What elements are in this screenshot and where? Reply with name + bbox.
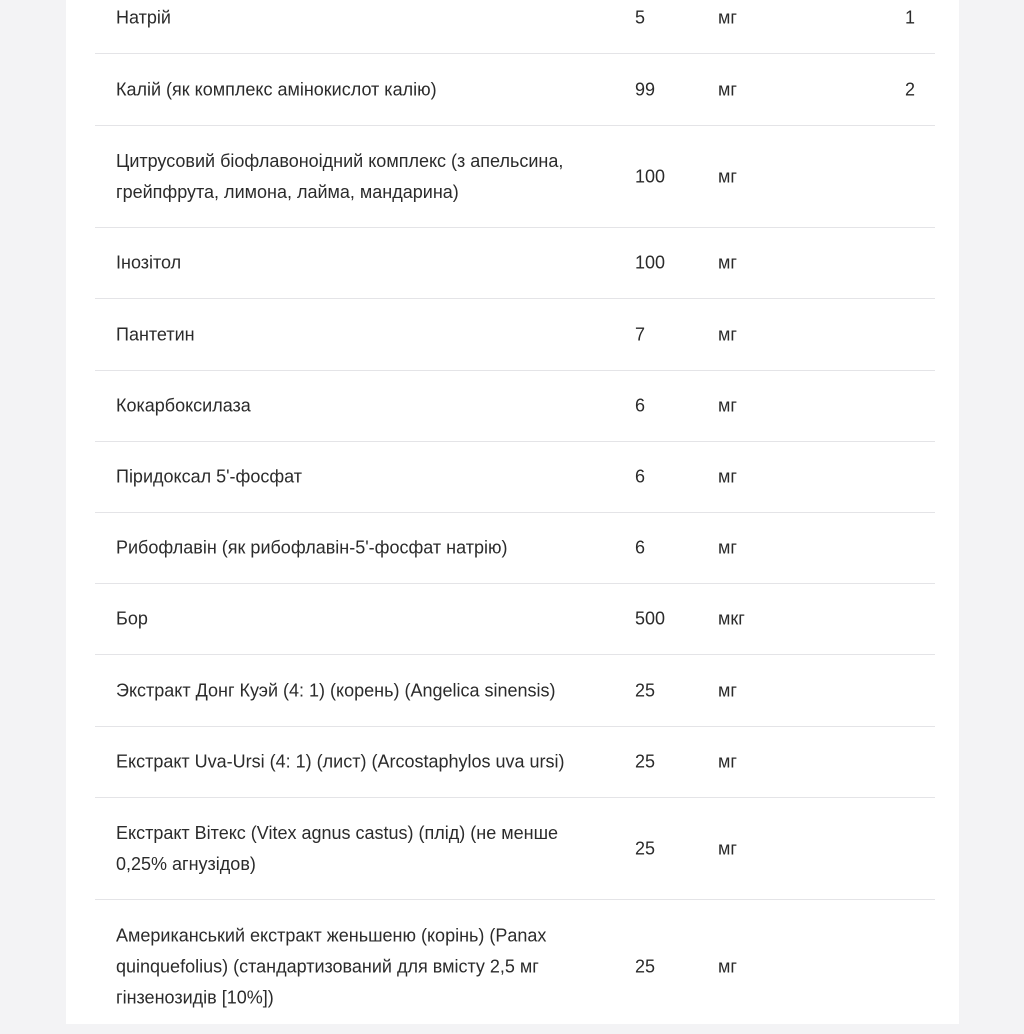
ingredient-name: Пантетин: [116, 324, 195, 344]
ingredient-amount: 100: [635, 166, 666, 186]
table-row: [95, 299, 935, 371]
table-row: [95, 584, 935, 655]
ingredient-unit: мг: [718, 751, 737, 772]
ingredient-amount: 25: [635, 751, 656, 772]
table-row: [95, 727, 935, 798]
ingredient-amount: 7: [635, 324, 646, 344]
ingredient-amount: 99: [635, 79, 656, 99]
ingredient-unit: мг: [718, 324, 737, 344]
ingredient-unit: мг: [718, 838, 737, 858]
ingredient-name: Піридоксал 5'-фосфат: [116, 466, 303, 487]
ingredient-daily-value: 1: [904, 7, 915, 28]
ingredient-unit: мг: [718, 466, 737, 487]
ingredient-name: Кокарбоксилаза: [116, 395, 251, 416]
ingredient-unit: мг: [718, 7, 737, 28]
ingredient-amount: 6: [635, 466, 646, 487]
ingredient-name: Інозітол: [116, 252, 182, 273]
ingredient-unit: мг: [718, 395, 737, 416]
ingredient-unit: мг: [718, 166, 737, 186]
table-row: [95, 371, 935, 442]
nutrition-table: [95, 0, 935, 1034]
content-panel: [66, 0, 959, 1024]
ingredient-name: Натрій: [116, 7, 171, 28]
ingredient-name: Екстракт Вітекс (Vitex agnus castus) (плід) (не менше 0,25% агнузідов): [116, 822, 559, 874]
table-row: [95, 0, 935, 54]
ingredient-daily-value: 2: [904, 79, 915, 99]
table-row: [95, 54, 935, 126]
ingredient-name: Американський екстракт женьшеню (корінь) (Panax quinquefolius) (стандартизований для вмісту 2,5 мг гінзенозидів [10%]): [116, 925, 547, 1008]
ingredient-amount: 25: [635, 838, 656, 858]
ingredient-amount: 5: [635, 7, 646, 28]
ingredient-unit: мг: [718, 252, 737, 273]
ingredient-unit: мг: [718, 680, 737, 700]
ingredient-amount: 6: [635, 537, 646, 558]
table-row: [95, 798, 935, 900]
ingredient-unit: мг: [718, 956, 737, 977]
ingredient-name: Бор: [116, 608, 148, 629]
table-row: [95, 513, 935, 584]
ingredient-name: Рибофлавін (як рибофлавін-5'-фосфат натрію): [116, 537, 508, 558]
table-row: [95, 126, 935, 228]
ingredient-name: Цитрусовий біофлавоноідний комплекс (з апельсина, грейпфрута, лимона, лайма, мандарина): [116, 150, 564, 202]
ingredient-amount: 25: [635, 680, 656, 700]
ingredient-name: Калій (як комплекс амінокислот калію): [116, 79, 437, 99]
ingredient-amount: 100: [635, 252, 666, 273]
ingredient-amount: 25: [635, 956, 656, 977]
ingredient-unit: мг: [718, 537, 737, 558]
table-row: [95, 228, 935, 299]
ingredient-amount: 6: [635, 395, 646, 416]
table-row: [95, 442, 935, 513]
ingredient-unit: мг: [718, 79, 737, 99]
table-row: [95, 655, 935, 727]
ingredient-name: Экстракт Донг Куэй (4: 1) (корень) (Angelica sinensis): [116, 680, 556, 700]
ingredient-unit: мкг: [718, 608, 745, 629]
ingredient-amount: 500: [635, 608, 666, 629]
table-row: [95, 900, 935, 1034]
ingredient-name: Екстракт Uva-Ursi (4: 1) (лист) (Arcostaphylos uva ursi): [116, 751, 565, 772]
